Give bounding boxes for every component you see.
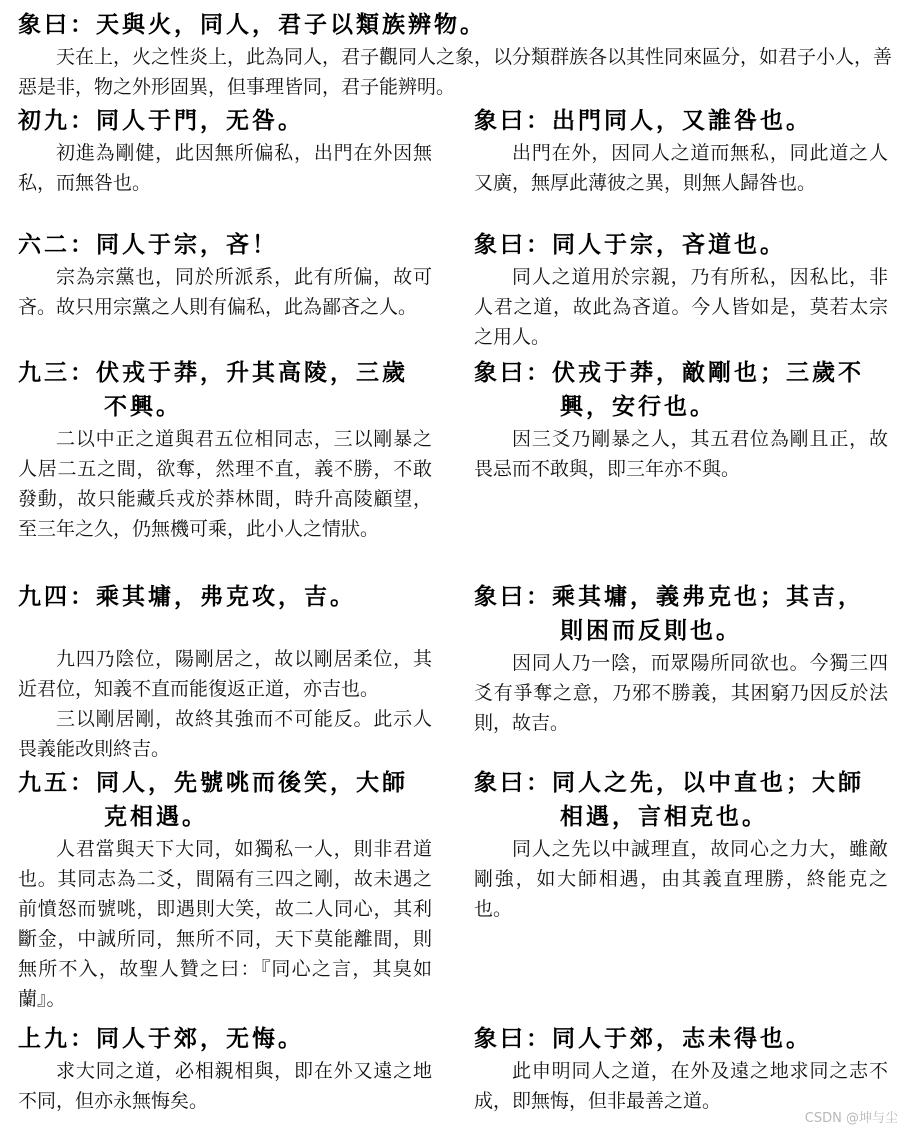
heading-jiu-san-line2: 不興。: [104, 393, 182, 420]
heading-da-xiang: 象曰：天與火，同人，君子以類族辨物。: [18, 11, 486, 38]
heading-xiang-chu-jiu: 象曰：出門同人，又誰咎也。: [474, 107, 812, 134]
section-jiu-wu: [18, 766, 432, 1014]
heading-jiu-san-line1: 九三：伏戎于莽，升其高陵，三歲: [18, 359, 408, 386]
section-jiu-si: [18, 580, 432, 764]
heading-xiang-jiu-wu-line2: 相遇，言相克也。: [560, 803, 768, 830]
paragraph-chu-jiu: 初進為剛健，此因無所偏私，出門在外因無私，而無咎也。: [18, 142, 432, 194]
heading-liu-er: 六二：同人于宗，吝！: [18, 231, 278, 258]
paragraph-liu-er: 宗為宗黨也，同於所派系，此有所偏，故可吝。故只用宗黨之人則有偏私，此為鄙吝之人。: [18, 266, 432, 318]
section-xiang-jiu-san: [474, 356, 888, 484]
paragraph-jiu-si-2: 三以剛居剛，故終其強而不可能反。此示人畏義能改則終吉。: [18, 708, 432, 760]
section-xiang-liu-er: [474, 228, 888, 352]
section-chu-jiu: [18, 104, 432, 198]
heading-jiu-san: [18, 356, 432, 424]
heading-xiang-jiu-san-line1: 象曰：伏戎于莽，敵剛也；三歲不: [474, 359, 864, 386]
heading-jiu-si: 九四：乘其墉，弗克攻，吉。: [18, 583, 356, 610]
heading-xiang-jiu-san: [474, 356, 888, 424]
paragraph-jiu-wu: 人君當與天下大同，如獨私一人，則非君道也。其同志為二爻，間隔有三四之剛，故未遇之前憤怒而號咷，即遇則大笑，故二人同心，其利斷金，中誠所同，無所不同，天下莫能離間，則無所不入，故聖人贊之曰：『同心之言，其臭如蘭』。: [18, 838, 432, 1010]
paragraph-jiu-san: 二以中正之道與君五位相同志，三以剛暴之人居二五之間，欲奪，然理不直，義不勝，不敢發動，故只能藏兵戎於莽林間，時升高陵顧望，至三年之久，仍無機可乘，此小人之情狀。: [18, 428, 432, 540]
heading-jiu-wu: [18, 766, 432, 834]
section-xiang-shang-jiu: [474, 1022, 888, 1116]
section-jiu-san: [18, 356, 432, 544]
heading-xiang-jiu-san-line2: 興，安行也。: [560, 393, 716, 420]
spacer-jiu-si: [18, 614, 432, 644]
section-xiang-jiu-wu: [474, 766, 888, 924]
heading-xiang-liu-er: 象曰：同人于宗，吝道也。: [474, 231, 786, 258]
heading-xiang-jiu-wu-line1: 象曰：同人之先，以中直也；大師: [474, 769, 864, 796]
paragraph-xiang-liu-er: 同人之道用於宗親，乃有所私，因私比，非人君之道，故此為吝道。今人皆如是，莫若太宗之用人。: [474, 266, 888, 348]
heading-xiang-jiu-si-line2: 則困而反則也。: [560, 617, 742, 644]
section-shang-jiu: [18, 1022, 432, 1116]
heading-xiang-jiu-wu: [474, 766, 888, 834]
heading-xiang-jiu-si-line1: 象曰：乘其墉，義弗克也；其吉，: [474, 583, 864, 610]
heading-jiu-wu-line1: 九五：同人，先號咷而後笑，大師: [18, 769, 408, 796]
paragraph-shang-jiu: 求大同之道，必相親相與，即在外又遠之地不同，但亦永無悔矣。: [18, 1060, 432, 1112]
section-da-xiang: [18, 8, 892, 102]
section-xiang-jiu-si: [474, 580, 888, 738]
paragraph-jiu-si-1: 九四乃陰位，陽剛居之，故以剛居柔位，其近君位，知義不直而能復返正道，亦吉也。: [18, 648, 432, 700]
watermark: CSDN @坤与尘: [804, 1111, 898, 1126]
heading-chu-jiu: 初九：同人于門，无咎。: [18, 107, 304, 134]
heading-xiang-jiu-si: [474, 580, 888, 648]
heading-xiang-shang-jiu: 象曰：同人于郊，志未得也。: [474, 1025, 812, 1052]
section-liu-er: [18, 228, 432, 322]
paragraph-xiang-jiu-si: 因同人乃一陰，而眾陽所同欲也。今獨三四爻有爭奪之意，乃邪不勝義，其困窮乃因反於法則，故吉。: [474, 652, 888, 734]
paragraph-xiang-shang-jiu: 此申明同人之道，在外及遠之地求同之志不成，即無悔，但非最善之道。: [474, 1060, 888, 1112]
paragraph-xiang-jiu-san: 因三爻乃剛暴之人，其五君位為剛且正，故畏忌而不敢與，即三年亦不與。: [474, 428, 888, 480]
heading-shang-jiu: 上九：同人于郊，无悔。: [18, 1025, 304, 1052]
heading-jiu-wu-line2: 克相遇。: [104, 803, 208, 830]
paragraph-xiang-jiu-wu: 同人之先以中誠理直，故同心之力大，雖敵剛強，如大師相遇，由其義直理勝，終能克之也。: [474, 838, 888, 920]
paragraph-da-xiang: 天在上，火之性炎上，此為同人，君子觀同人之象，以分類群族各以其性同來區分，如君子小人，善惡是非，物之外形固異，但事理皆同，君子能辨明。: [18, 46, 893, 98]
paragraph-xiang-chu-jiu: 出門在外，因同人之道而無私，同此道之人又廣，無厚此薄彼之異，則無人歸咎也。: [474, 142, 888, 194]
section-xiang-chu-jiu: [474, 104, 888, 198]
